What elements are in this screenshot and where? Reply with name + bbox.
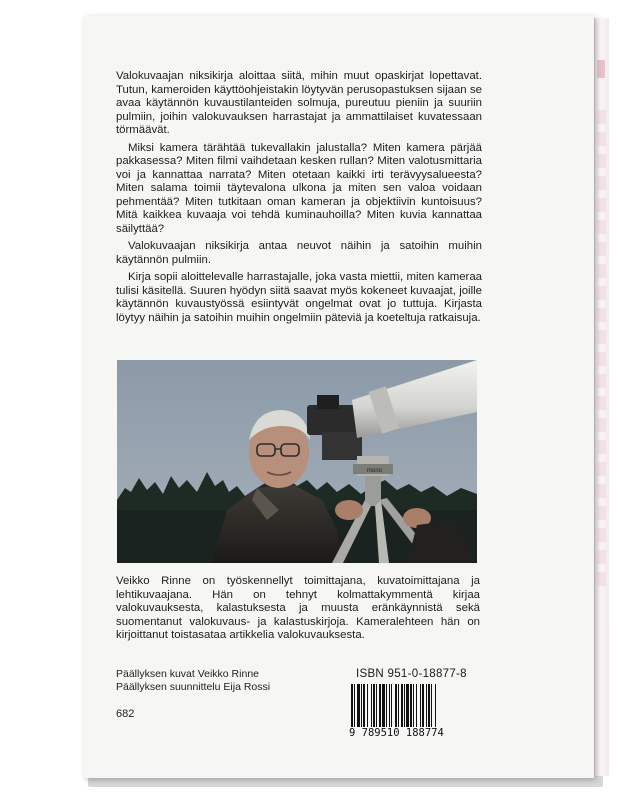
credit-line: Päällyksen suunnittelu Eija Rossi xyxy=(116,681,271,693)
blurb-paragraph: Valokuvaajan niksikirja antaa neuvot näihin ja satoihin muihin käytännön pulmiin. xyxy=(116,240,482,266)
spine-lettering xyxy=(597,110,606,590)
credit-line: Päällyksen kuvat Veikko Rinne xyxy=(116,668,259,680)
blurb-paragraph: Miksi kamera tärähtää tukevallakin jalustalla? Miten kamera pärjää pakkasessa? Miten filmi vaihdetaan kesken rullan? Miten valotusmittaria voi ja kannattaa narrata? Miten otetaan kaikki irti terävyysalueesta? Miten salama toimii täytevalona ulkona ja miten sen valoa voidaan pehmentää? Miten tutkitaan oman kameran ja objektiivin kuntoisuus? Mitä kaikkea kuvaaja voi tehdä kuminauhoilla? Miten kuvia kannattaa säilyttää? xyxy=(116,141,482,235)
lens-brand: mono xyxy=(367,468,383,474)
author-photo xyxy=(117,360,477,563)
author-caption: Veikko Rinne on työskennellyt toimittajana, kuvatoimittajana ja lehtikuvaajana. Hän on tehnyt kolmattakymmentä kirjaa valokuvauksesta, kalastuksesta ja muusta eränkäynnistä sekä suomentanut valokuvaus- ja kalastuskirjoja. Kameralehteen hän on kirjoittanut toistasataa artikkelia valokuvauksesta. xyxy=(116,575,480,641)
catalog-number: 682 xyxy=(116,708,135,720)
blurb-text xyxy=(116,70,482,329)
isbn: ISBN 951-0-18877-8 xyxy=(356,668,467,680)
spine-mark xyxy=(597,60,605,78)
blurb-paragraph: Kirja sopii aloittelevalle harrastajalle, joka vasta miettii, miten kameraa tulisi käsitellä. Suuren hyödyn siitä saavat myös kokeneet kuvaajat, joille käytännön kuvaustyössä esiintyvät ongelmat ovat jo tuttuja. Kirjasta löytyy näihin ja satoihin muihin ongelmiin päteviä ja koeteltuja ratkaisuja. xyxy=(116,271,482,324)
cover-credits xyxy=(116,668,270,694)
blurb-paragraph: Valokuvaajan niksikirja aloittaa siitä, mihin muut opaskirjat lopettavat. Tutun, kameroiden käyttöohjeistakin löytyvän perusopastuksen sijaan se avaa käytännön kuvaustilanteiden solmuja, pureutuu pieniin ja suuriin pulmiin, joihin valokuvauksen harrastajat ja ammattilaiset kuvatessaan törmäävät. xyxy=(116,70,482,136)
barcode-number: 9 789510 188774 xyxy=(349,727,479,739)
